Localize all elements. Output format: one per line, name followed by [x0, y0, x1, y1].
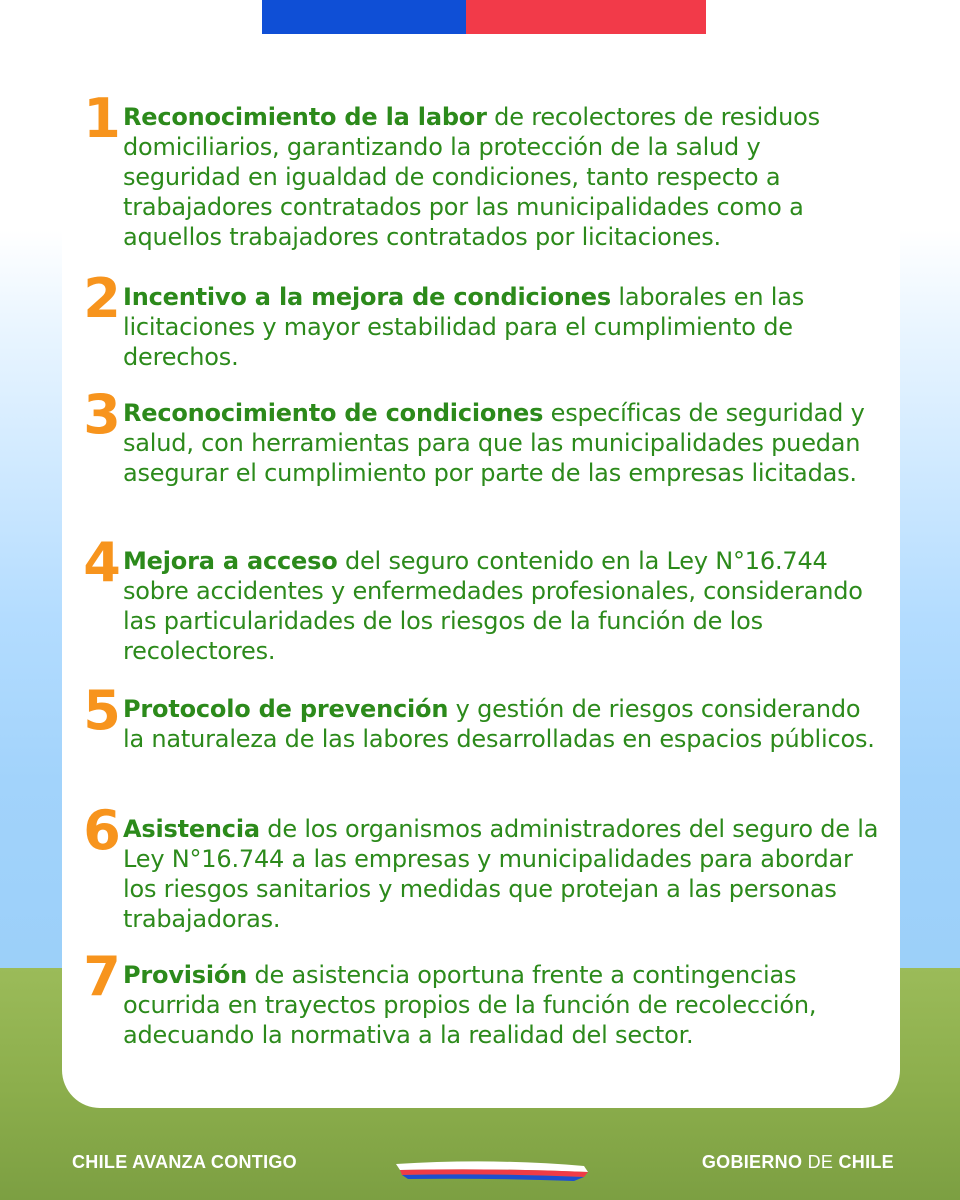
item-text — [123, 814, 880, 934]
list-item — [80, 945, 880, 1050]
list-item — [80, 679, 880, 754]
item-text — [123, 546, 880, 666]
item-rest-text: y gestión de riesgos considerando la naturaleza de las labores desarrolladas en espacios públicos. — [123, 695, 875, 753]
item-bold-text: Protocolo de prevención — [123, 695, 449, 723]
item-rest-text: de recolectores de residuos domiciliarios, garantizando la protección de la salud y seguridad en igualdad de condiciones, tanto respecto a trabajadores contratados por las municipalidades como a aquellos trabajadores contratados por licitaciones. — [123, 103, 820, 251]
footer-gobierno-logo — [702, 1152, 894, 1173]
item-bold-text: Reconocimiento de la labor — [123, 103, 487, 131]
item-text — [123, 694, 880, 754]
footer-chile-text: CHILE — [833, 1152, 894, 1172]
item-text — [123, 282, 880, 372]
flag-red-stripe — [466, 0, 706, 34]
flag-blue-stripe — [262, 0, 466, 34]
item-number: 4 — [83, 531, 121, 594]
chile-flag-swoosh-icon — [394, 1160, 590, 1182]
item-rest-text: específicas de seguridad y salud, con herramientas para que las municipalidades puedan asegurar el cumplimiento por parte de las empresas licitadas. — [123, 399, 865, 487]
list-item — [80, 87, 880, 252]
item-number: 1 — [83, 87, 121, 150]
item-number: 5 — [83, 679, 121, 742]
content-card — [62, 60, 900, 1108]
list-item — [80, 531, 880, 666]
flag-bar — [262, 0, 706, 34]
item-text — [123, 398, 880, 488]
item-text — [123, 102, 880, 252]
footer-gobierno-text: GOBIERNO — [701, 1152, 808, 1172]
item-bold-text: Provisión — [123, 961, 248, 989]
item-bold-text: Incentivo a la mejora de condiciones — [123, 283, 611, 311]
item-number: 2 — [83, 267, 121, 330]
footer-slogan: CHILE AVANZA CONTIGO — [72, 1152, 297, 1172]
list-item — [80, 267, 880, 372]
item-bold-text: Mejora a acceso — [123, 547, 338, 575]
item-number: 7 — [83, 945, 121, 1008]
list-item — [80, 799, 880, 934]
item-bold-text: Asistencia — [123, 815, 260, 843]
item-number: 3 — [83, 383, 121, 446]
item-rest-text: de los organismos administradores del seguro de la Ley N°16.744 a las empresas y municipalidades para abordar los riesgos sanitarios y medidas que protejan a las personas trabajadoras. — [123, 815, 879, 933]
item-rest-text: del seguro contenido en la Ley N°16.744 sobre accidentes y enfermedades profesionales, considerando las particularidades de los riesgos de la función de los recolectores. — [123, 547, 863, 665]
item-text — [123, 960, 880, 1050]
footer-de-text: DE — [807, 1152, 834, 1172]
item-rest-text: de asistencia oportuna frente a contingencias ocurrida en trayectos propios de la función de recolección, adecuando la normativa a la realidad del sector. — [123, 961, 817, 1049]
item-rest-text: laborales en las licitaciones y mayor estabilidad para el cumplimiento de derechos. — [123, 283, 805, 371]
item-bold-text: Reconocimiento de condiciones — [123, 399, 544, 427]
list-item — [80, 383, 880, 488]
item-number: 6 — [83, 799, 121, 862]
